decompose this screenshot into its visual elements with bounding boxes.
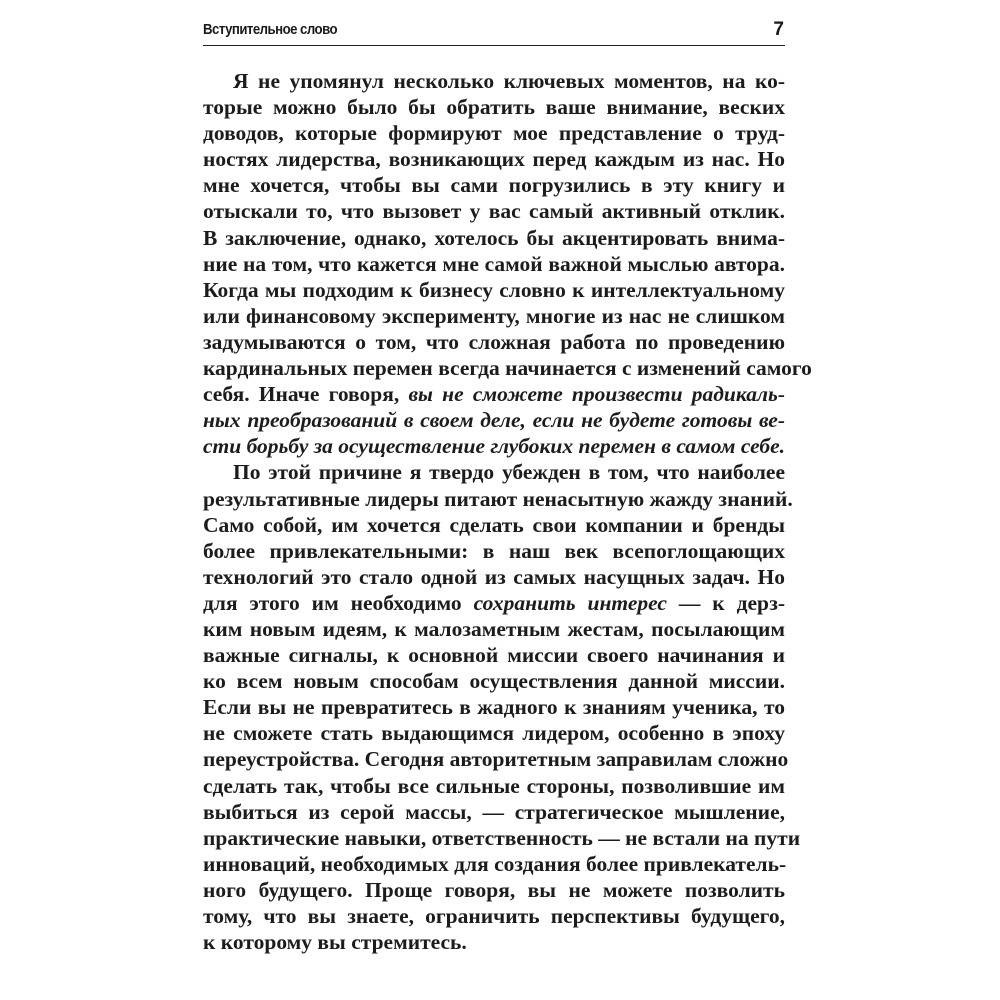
text-line — [203, 486, 793, 512]
text-run: практические навыки, ответственность — не встали на пути — [203, 825, 801, 850]
text-run: инноваций, необходимых для создания более привлекатель- — [203, 851, 787, 876]
text-run: По этой причине я твердо убежден в том, что наиболее — [233, 460, 785, 485]
text-line — [203, 564, 785, 590]
text-line — [203, 381, 785, 407]
text-run: Я не упомянул несколько ключевых моментов, на ко- — [233, 69, 785, 93]
text-line — [203, 329, 785, 355]
text-line — [203, 903, 785, 929]
text-line — [203, 355, 812, 381]
text-run: Если вы не превратитесь в жадного к знаниям ученика, то — [203, 695, 785, 720]
text-run: для этого им необходимо — [203, 590, 474, 615]
book-page — [203, 0, 812, 1000]
paragraph — [203, 459, 801, 955]
text-line — [203, 616, 785, 642]
text-line — [203, 68, 785, 94]
text-run: Когда мы подходим к бизнесу словно к интеллектуальному — [203, 277, 785, 302]
text-line — [203, 694, 785, 720]
text-line — [203, 459, 785, 485]
text-line — [203, 746, 789, 772]
text-run: задумываются о том, что сложная работа по проведению — [203, 329, 785, 354]
chapter-title: Вступительное слово — [203, 21, 338, 38]
text-run: ностях лидерства, возникающих перед каждым из нас. Но — [203, 147, 785, 172]
text-run: В заключение, однако, хотелось бы акцентировать внима- — [203, 225, 785, 250]
text-run: Само собой, им хочется сделать свои компании и бренды — [203, 512, 785, 537]
text-line — [203, 433, 785, 459]
text-run: тому, что вы знаете, ограничить перспективы будущего, — [203, 904, 785, 928]
text-run: ким новым идеям, к малозаметным жестам, посылающим — [203, 616, 785, 641]
text-line — [203, 172, 785, 198]
italic-emphasis: сти борьбу за осуществление глубоких перемен в самом себе. — [203, 434, 785, 459]
text-line — [203, 251, 785, 277]
text-line — [203, 590, 785, 616]
text-line — [203, 303, 785, 329]
body-text — [203, 68, 812, 955]
page-number: 7 — [773, 19, 784, 40]
text-run: ко всем новым способам осуществления данной миссии. — [203, 669, 785, 694]
text-line — [203, 720, 785, 746]
text-line — [203, 799, 785, 825]
text-run: результативные лидеры питают ненасытную жажду знаний. — [203, 486, 793, 511]
text-line — [203, 642, 785, 668]
text-run: или финансовому эксперименту, многие из нас не слишком — [203, 303, 785, 328]
text-run: торые можно было бы обратить ваше внимание, веских — [203, 95, 785, 120]
text-line — [203, 277, 785, 303]
text-run: — к дерз- — [666, 590, 786, 615]
running-head — [203, 19, 785, 46]
text-run: доводов, которые формируют мое представление о труд- — [203, 121, 785, 146]
text-line — [203, 146, 785, 172]
text-run: мне хочется, чтобы вы сами погрузились в эту книгу и — [203, 173, 785, 198]
text-run: более привлекательными: в наш век всепоглощающих — [203, 538, 785, 563]
text-run: важные сигналы, к основной миссии своего начинания и — [203, 643, 785, 668]
italic-emphasis: сохранить интерес — [473, 590, 667, 615]
text-line — [203, 225, 785, 251]
paragraph — [203, 68, 812, 459]
text-line — [203, 929, 785, 955]
text-line — [203, 773, 785, 799]
text-line — [203, 120, 785, 146]
text-run: ного будущего. Проще говоря, вы не можете позволить — [203, 877, 785, 902]
text-run: к которому вы стремитесь. — [203, 930, 467, 955]
text-run: сделать так, чтобы все сильные стороны, позволившие им — [203, 773, 785, 798]
text-run: не сможете стать выдающимся лидером, особенно в эпоху — [203, 721, 785, 746]
italic-emphasis: вы не сможете произвести радикаль- — [408, 382, 785, 407]
text-line — [203, 407, 785, 433]
italic-emphasis: ных преобразований в своем деле, если не будете готовы ве- — [203, 408, 785, 433]
text-run: переустройства. Сегодня авторитетным заправилам сложно — [203, 747, 789, 772]
text-line — [203, 512, 785, 538]
text-line — [203, 94, 785, 120]
text-run: отыскали то, что вызовет у вас самый активный отклик. — [203, 199, 785, 224]
text-line — [203, 851, 785, 877]
text-run: выбиться из серой массы, — стратегическое мышление, — [203, 799, 785, 824]
text-line — [203, 668, 785, 694]
text-line — [203, 538, 785, 564]
text-run: технологий это стало одной из самых насущных задач. Но — [203, 564, 785, 589]
text-line — [203, 825, 801, 851]
text-line — [203, 877, 785, 903]
text-run: кардинальных перемен всегда начинается с изменений самого — [203, 356, 812, 381]
text-line — [203, 198, 785, 224]
text-run: ние на том, что кажется мне самой важной мыслью автора. — [203, 251, 785, 276]
text-run: себя. Иначе говоря, — [203, 382, 409, 407]
